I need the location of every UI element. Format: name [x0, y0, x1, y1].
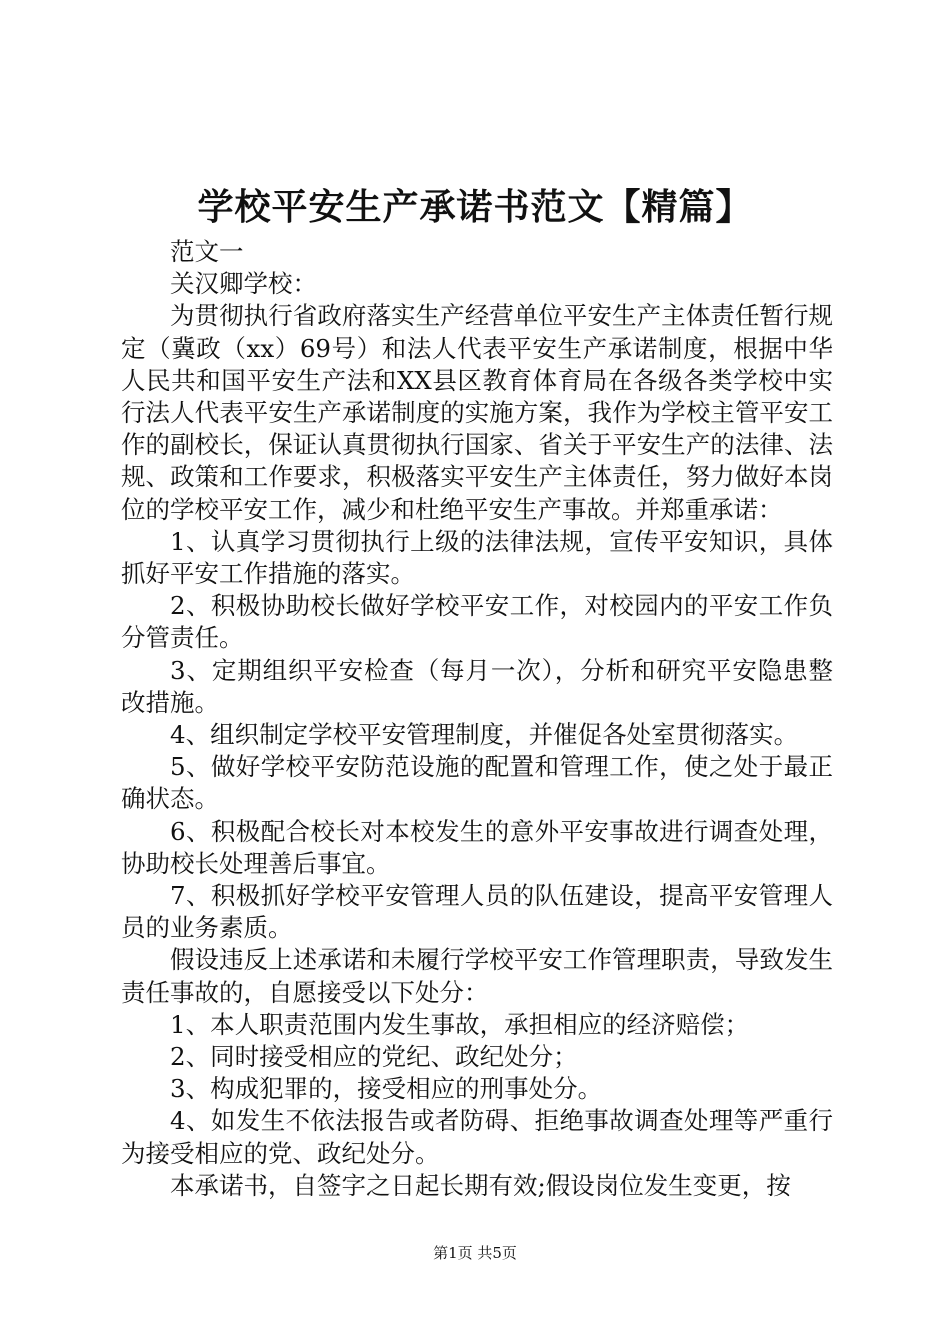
paragraph: 2、同时接受相应的党纪、政纪处分； — [170, 1042, 578, 1072]
paragraph: 为贯彻执行省政府落实生产经营单位平安生产主体责任暂行规定（冀政（xx）69号）和法人代表平安生产承诺制度，根据中华人民共和国平安生产法和XX县区教育体育局在各级各类学校中实行法人代表平安生产承诺制度的实施方案，我作为学校主管平安工作的副校长，保证认真贯彻执行国家、省关于平安生产的法律、法规、政策和工作要求，积极落实平安生产主体责任，努力做好本岗位的学校平安工作，减少和杜绝平安生产事故。并郑重承诺： — [121, 301, 833, 524]
paragraph: 关汉卿学校： — [170, 269, 317, 299]
paragraph: 范文一 — [170, 237, 244, 266]
paragraph: 4、如发生不依法报告或者防碍、拒绝事故调查处理等严重行为接受相应的党、政纪处分。 — [121, 1106, 833, 1168]
paragraph: 5、做好学校平安防范设施的配置和管理工作，使之处于最正确状态。 — [121, 752, 833, 814]
paragraph: 3、定期组织平安检查（每月一次），分析和研究平安隐患整改措施。 — [121, 655, 833, 717]
paragraph: 6、积极配合校长对本校发生的意外平安事故进行调查处理，协助校长处理善后事宜。 — [121, 816, 833, 878]
page-number-footer: 第1页 共5页 — [433, 1244, 517, 1262]
document-body — [121, 236, 833, 1202]
paragraph: 2、积极协助校长做好学校平安工作，对校园内的平安工作负分管责任。 — [121, 591, 833, 653]
paragraph: 本承诺书，自签字之日起长期有效;假设岗位发生变更，按 — [170, 1170, 791, 1200]
paragraph: 4、组织制定学校平安管理制度，并催促各处室贯彻落实。 — [170, 720, 799, 750]
paragraph: 1、认真学习贯彻执行上级的法律法规，宣传平安知识，具体抓好平安工作措施的落实。 — [121, 526, 833, 589]
paragraph: 假设违反上述承诺和未履行学校平安工作管理职责，导致发生责任事故的，自愿接受以下处分： — [121, 945, 833, 1007]
paragraph: 3、构成犯罪的，接受相应的刑事处分。 — [170, 1074, 603, 1104]
document-title: 学校平安生产承诺书范文【精篇】 — [197, 186, 753, 228]
paragraph: 1、本人职责范围内发生事故，承担相应的经济赔偿； — [170, 1009, 750, 1039]
paragraph: 7、积极抓好学校平安管理人员的队伍建设，提高平安管理人员的业务素质。 — [121, 881, 833, 943]
